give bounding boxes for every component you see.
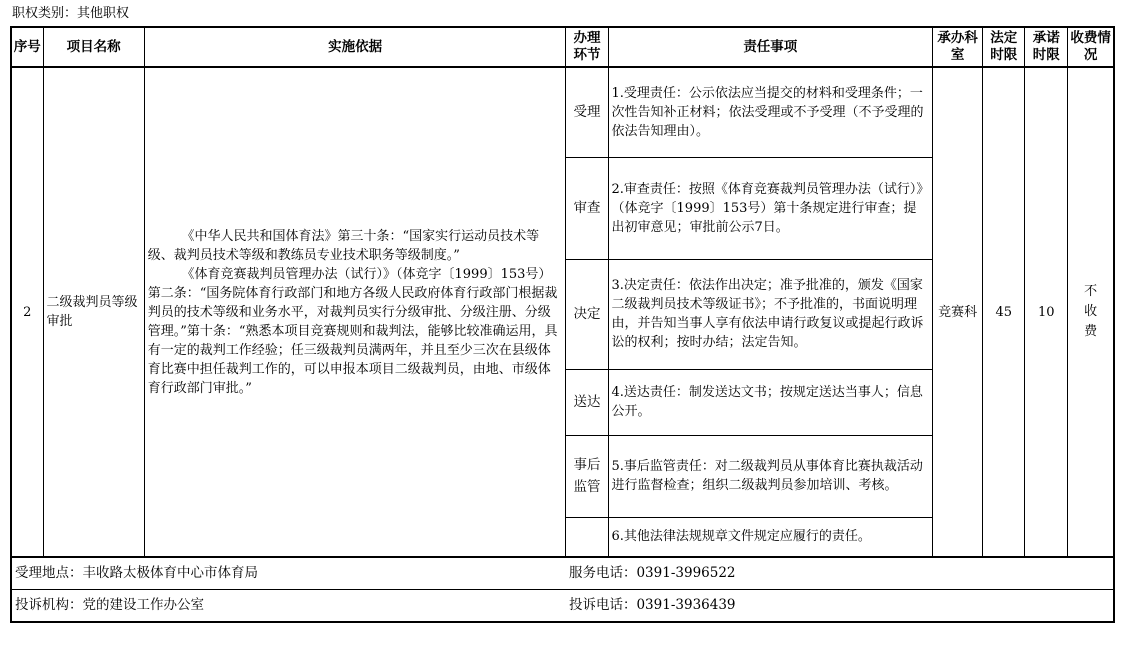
duty-cell: 6.其他法律法规规章文件规定应履行的责任。	[608, 517, 933, 557]
header-promise-limit: 承诺时限	[1025, 27, 1068, 67]
table-row	[11, 67, 1114, 157]
header-dept: 承办科室	[933, 27, 983, 67]
duty-cell: 5.事后监管责任：对二级裁判员从事体育比赛执裁活动进行监督检查；组织二级裁判员参加培训、考核。	[608, 435, 933, 517]
footer-row	[11, 557, 1114, 590]
implementation-basis	[144, 67, 566, 557]
fee-text: 不收费	[1084, 284, 1098, 339]
header-basis: 实施依据	[144, 27, 566, 67]
item-fee	[1068, 67, 1114, 557]
header-fee: 收费情况	[1068, 27, 1114, 67]
basis-paragraph: 《中华人民共和国体育法》第三十条：“国家实行运动员技术等级、裁判员技术等级和教练员专业技术职务等级制度。”	[147, 228, 540, 263]
category-label: 职权类别：其他职权	[12, 6, 130, 21]
stage-text: 事后监管	[573, 457, 601, 495]
complaint-org: 投诉机构：党的建设工作办公室	[11, 590, 566, 623]
stage-cell	[566, 435, 608, 517]
item-dept: 竞赛科	[933, 67, 983, 557]
basis-paragraph: 《体育竞赛裁判员管理办法（试行）》（体竞字〔1999〕153号）第二条：“国务院体育行政部门和地方各级人民政府体育行政部门根据裁判员的技术等级和业务水平，对裁判员实行分级审批、分级注册、分级管理。”第十条：“熟悉本项目竞赛规则和裁判法，能够比较准确运用，具有一定的裁判工作经验；任三级裁判员满两年，并且至少三次在县级体育比赛中担任裁判工作的，可以申报本项目二级裁判员，由地、市级体育行政部门审批。”	[147, 266, 558, 396]
footer-row	[11, 590, 1114, 623]
header-row	[11, 27, 1114, 67]
stage-cell: 受理	[566, 67, 608, 157]
header-seq: 序号	[11, 27, 43, 67]
item-seq: 2	[11, 67, 43, 557]
complaint-phone: 投诉电话：0391-3936439	[566, 590, 1114, 623]
acceptance-location: 受理地点：丰收路太极体育中心市体育局	[11, 557, 566, 590]
item-legal-limit: 45	[983, 67, 1025, 557]
duty-cell: 1.受理责任：公示依法应当提交的材料和受理条件；一次性告知补正材料；依法受理或不予受理（不予受理的依法告知理由）。	[608, 67, 933, 157]
header-legal-limit: 法定时限	[983, 27, 1025, 67]
stage-cell: 送达	[566, 369, 608, 435]
service-phone: 服务电话：0391-3996522	[566, 557, 1114, 590]
item-promise-limit: 10	[1025, 67, 1068, 557]
item-name: 二级裁判员等级审批	[43, 67, 144, 557]
header-stage: 办理环节	[566, 27, 608, 67]
duty-cell: 3.决定责任：依法作出决定；准予批准的，颁发《国家二级裁判员技术等级证书》；不予批准的，书面说明理由，并告知当事人享有依法申请行政复议或提起行政诉讼的权利；按时办结；法定告知。	[608, 259, 933, 369]
stage-cell: 决定	[566, 259, 608, 369]
authority-table	[10, 26, 1115, 623]
duty-cell: 4.送达责任：制发送达文书；按规定送达当事人；信息公开。	[608, 369, 933, 435]
header-name: 项目名称	[43, 27, 144, 67]
stage-cell	[566, 517, 608, 557]
stage-cell: 审查	[566, 157, 608, 259]
duty-cell: 2.审查责任：按照《体育竞赛裁判员管理办法（试行）》（体竞字〔1999〕153号）第十条规定进行审查；提出初审意见；审批前公示7日。	[608, 157, 933, 259]
header-duty: 责任事项	[608, 27, 933, 67]
